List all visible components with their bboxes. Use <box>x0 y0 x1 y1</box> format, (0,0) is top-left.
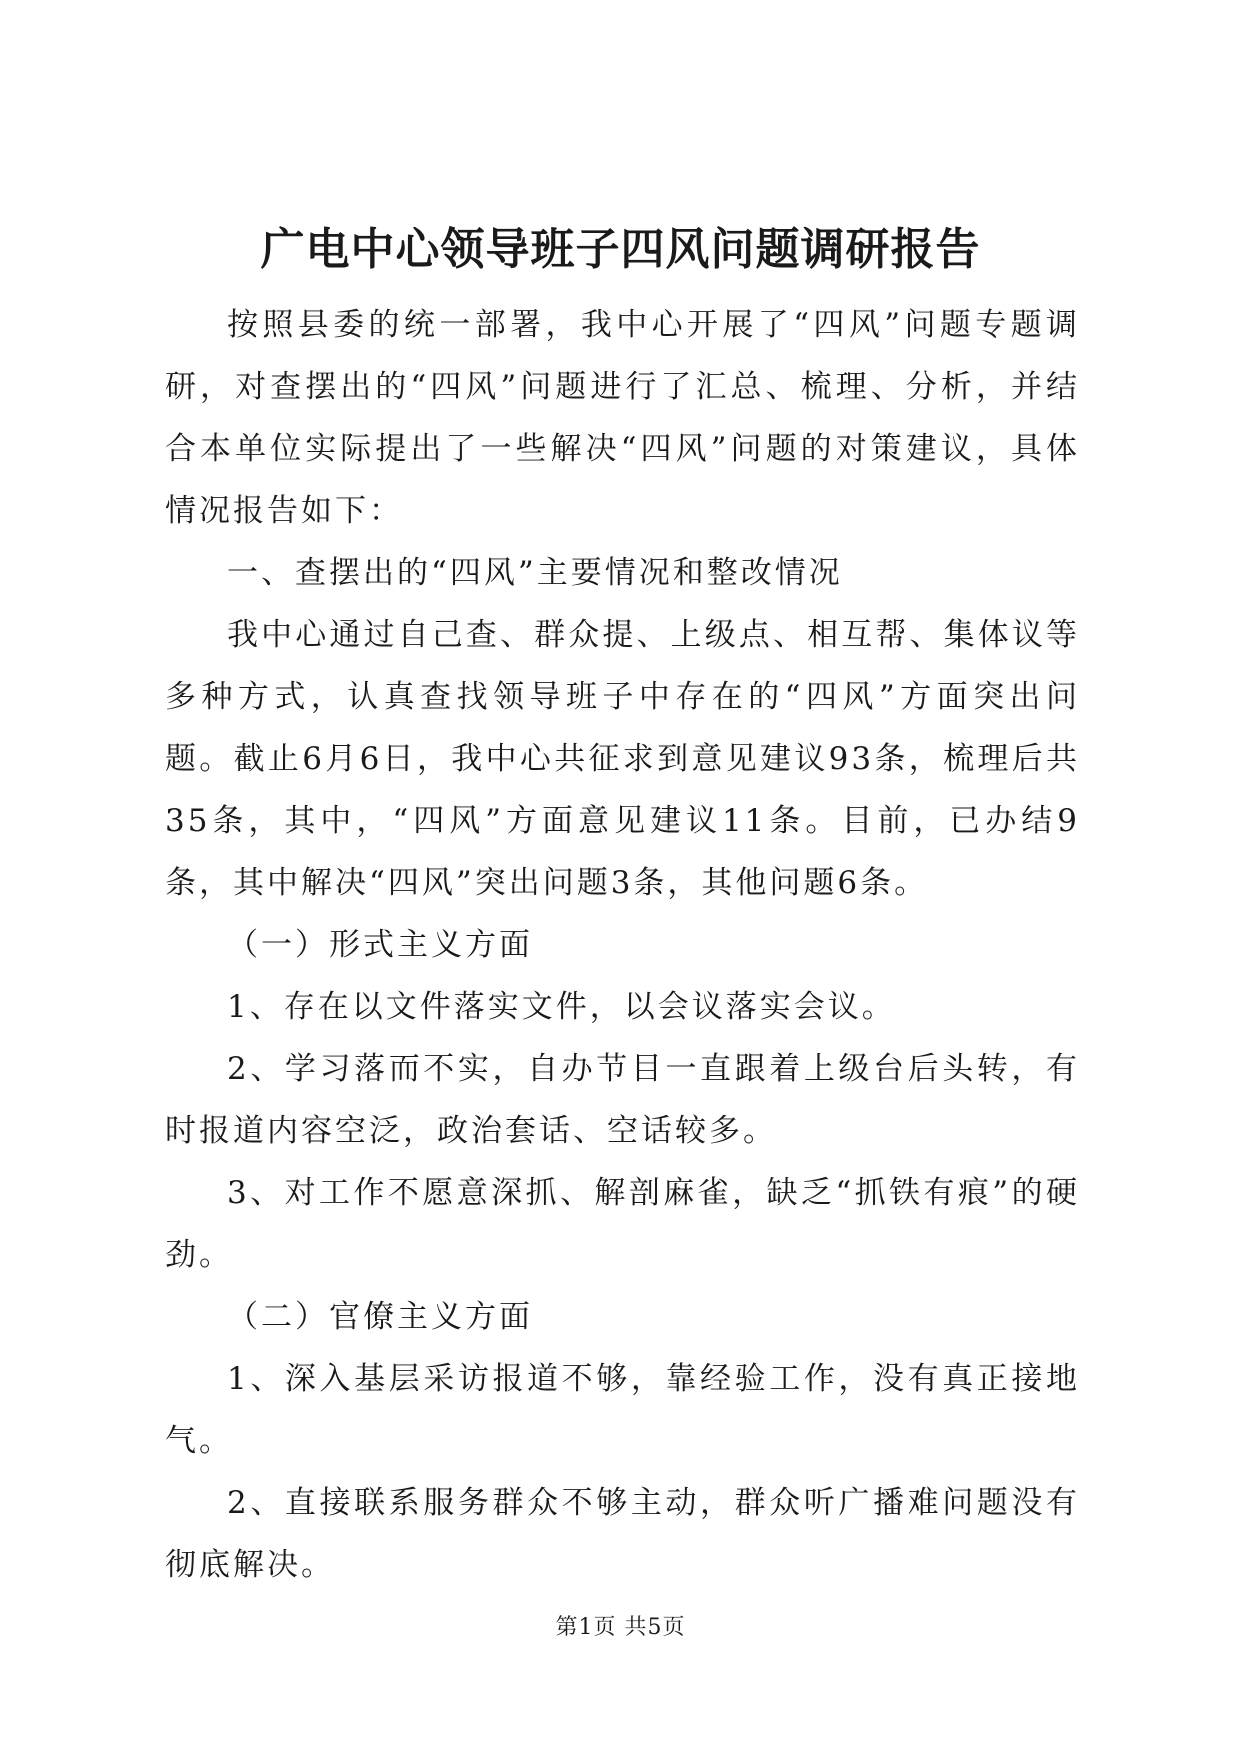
intro-paragraph: 按照县委的统一部署，我中心开展了“四风”问题专题调研，对查摆出的“四风”问题进行了汇总、梳理、分析，并结合本单位实际提出了一些解决“四风”问题的对策建议，具体情况报告如下： <box>165 307 1080 529</box>
list-item: 3、对工作不愿意深抓、解剖麻雀，缺乏“抓铁有痕”的硬劲。 <box>165 1175 1080 1273</box>
list-item: 1、深入基层采访报道不够，靠经验工作，没有真正接地气。 <box>165 1361 1080 1459</box>
section-paragraph: 我中心通过自己查、群众提、上级点、相互帮、集体议等多种方式，认真查找领导班子中存在的“四风”方面突出问题。截止6月6日，我中心共征求到意见建议93条，梳理后共35条，其中，“四风”方面意见建议11条。目前，已办结9条，其中解决“四风”突出问题3条，其他问题6条。 <box>165 617 1080 901</box>
list-item: 2、直接联系服务群众不够主动，群众听广播难问题没有彻底解决。 <box>165 1485 1080 1583</box>
list-item: 2、学习落而不实，自办节目一直跟着上级台后头转，有时报道内容空泛，政治套话、空话较多。 <box>165 1051 1080 1149</box>
section-heading-1: 一、查摆出的“四风”主要情况和整改情况 <box>227 555 843 591</box>
subsection-heading-bureaucracy: （二）官僚主义方面 <box>227 1299 533 1335</box>
subsection-heading-formalism: （一）形式主义方面 <box>227 927 533 963</box>
page-footer: 第1页 共5页 <box>555 1615 686 1640</box>
document-body <box>165 294 1080 1596</box>
list-item: 1、存在以文件落实文件，以会议落实会议。 <box>227 989 896 1025</box>
document-title: 广电中心领导班子四风问题调研报告 <box>260 224 981 275</box>
